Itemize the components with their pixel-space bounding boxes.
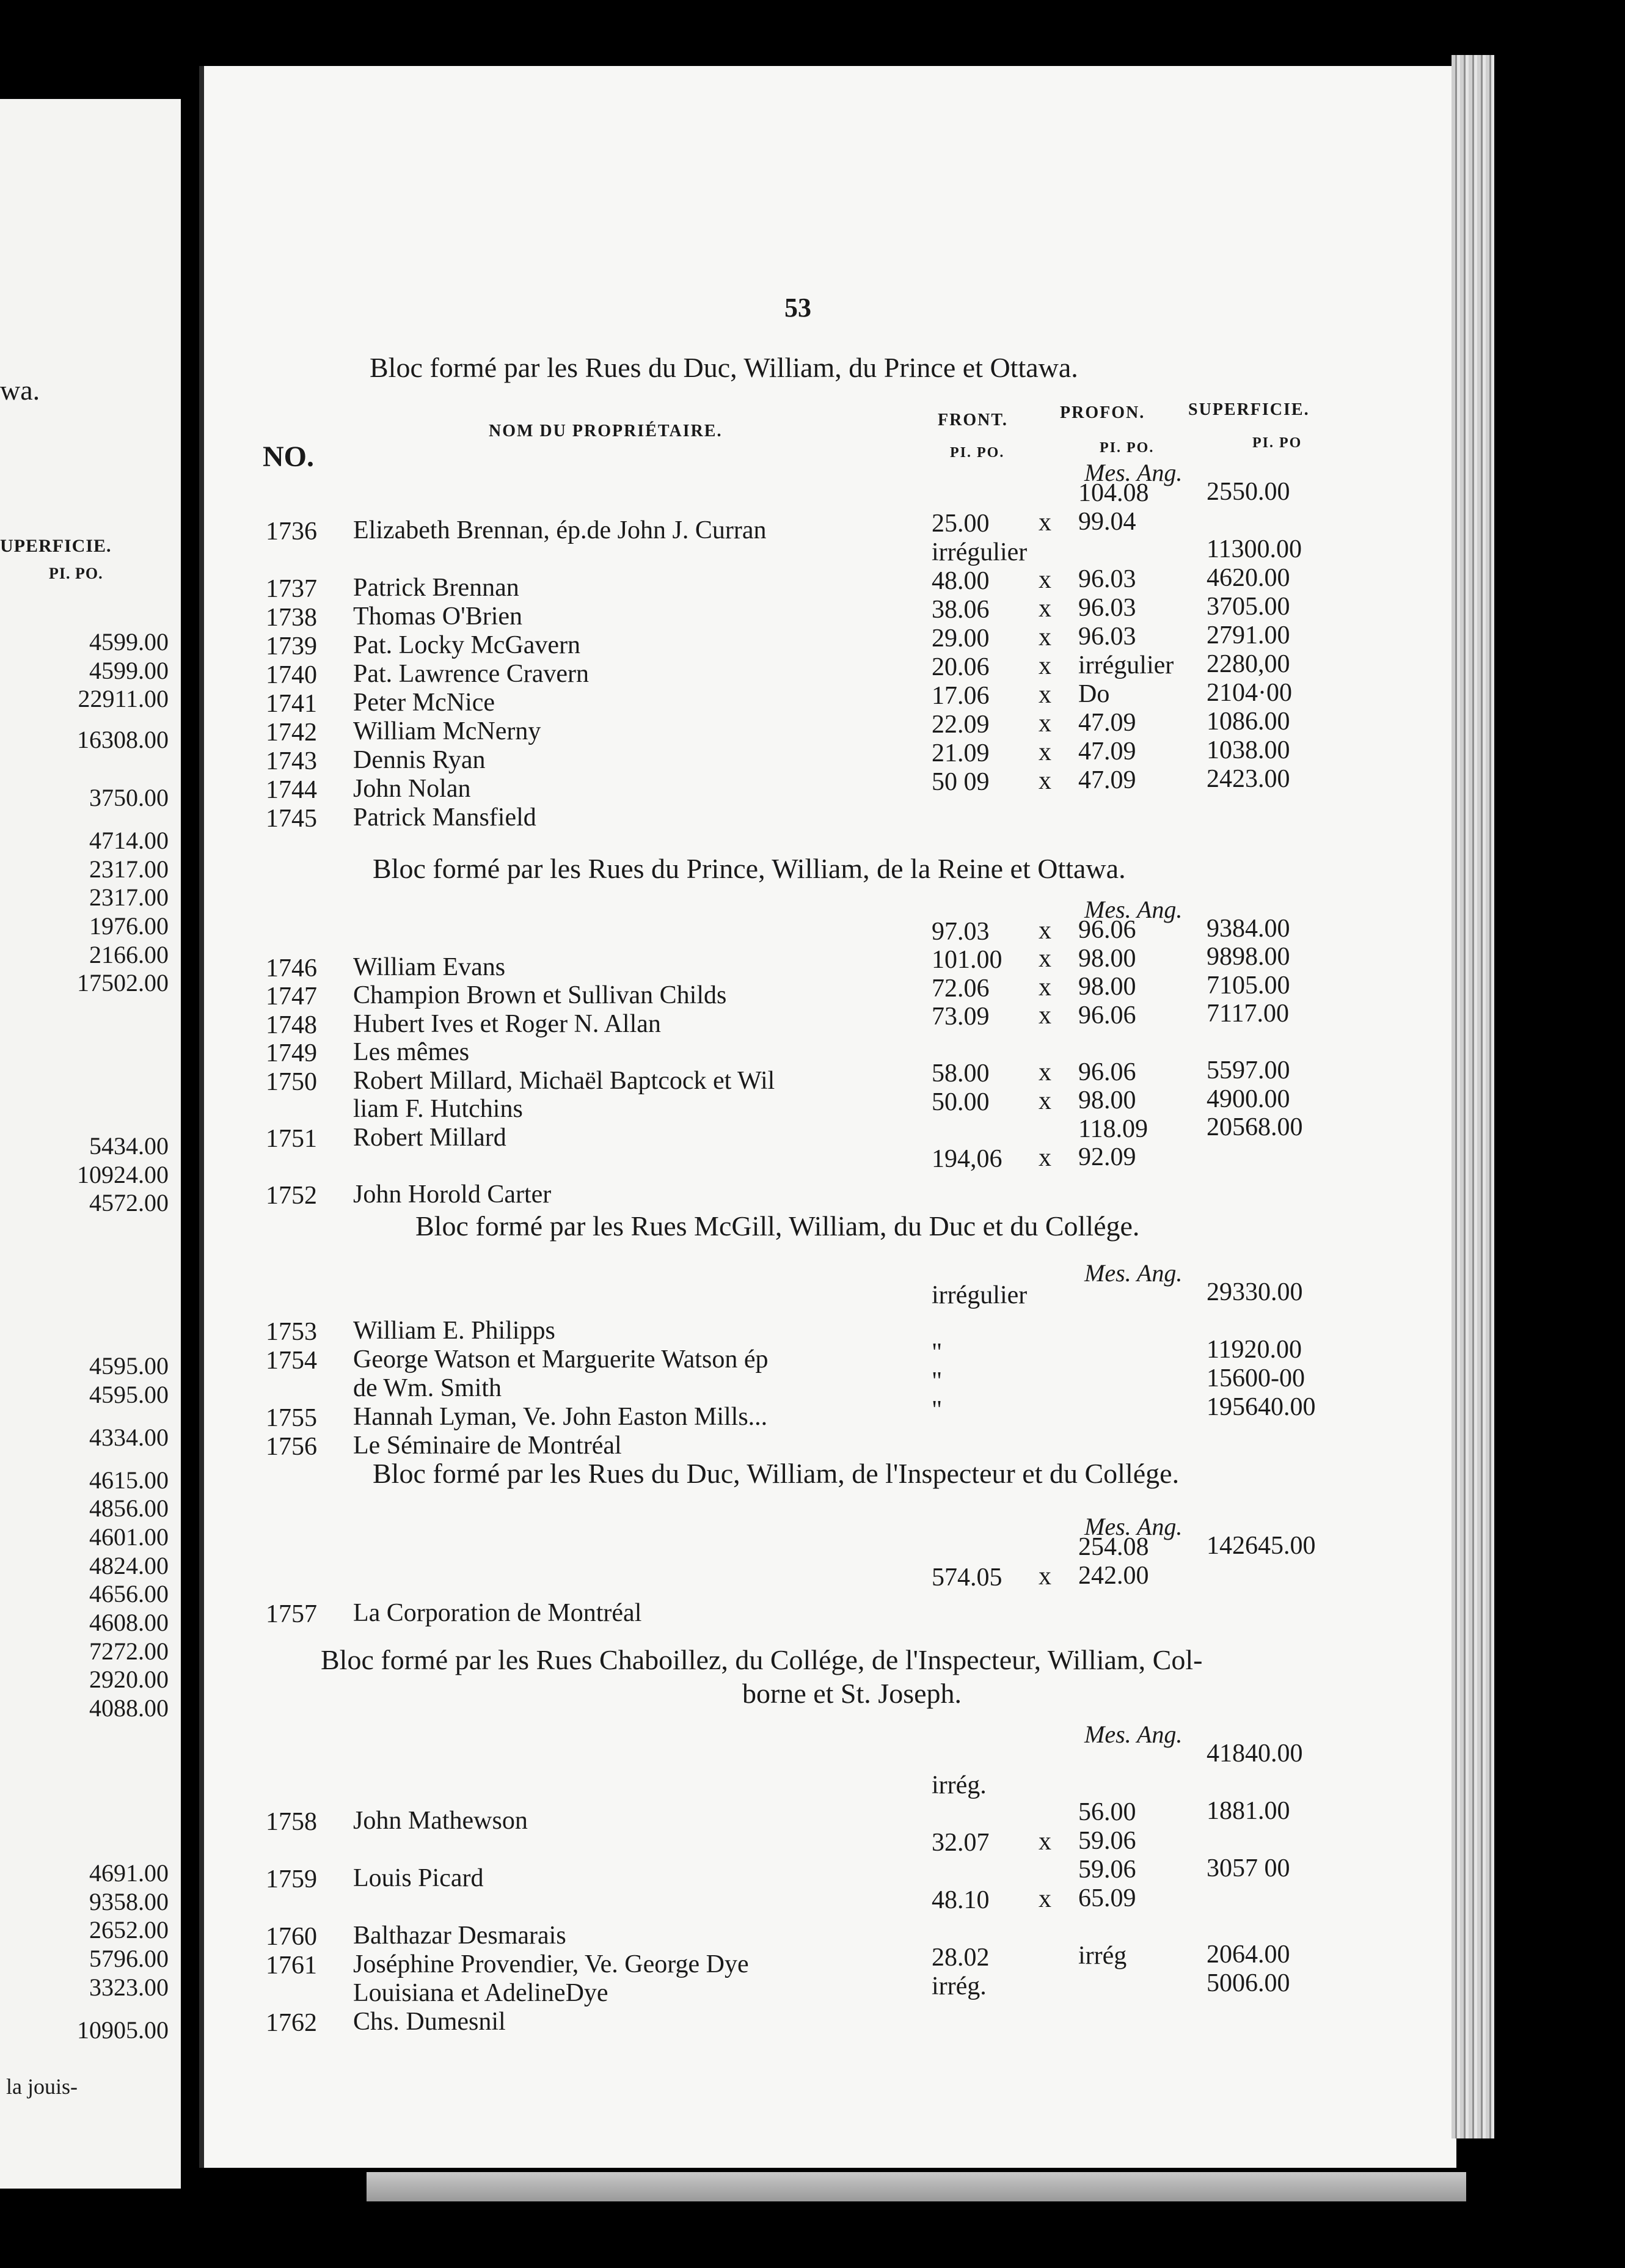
left-page-value: 1976.00 [89, 912, 169, 940]
front-value: 32.07 [932, 1828, 990, 1857]
owner-name: Balthazar Desmarais [353, 1922, 566, 1950]
entry-number: 1737 [266, 575, 317, 603]
entry-number: 1743 [266, 747, 317, 775]
entry-number: 1739 [266, 632, 317, 660]
depth-value: 96.06 [1078, 916, 1136, 945]
entry-number: 1753 [266, 1318, 317, 1346]
entry-number: 1738 [266, 604, 317, 632]
owner-name: Hubert Ives et Roger N. Allan [353, 1009, 661, 1038]
area-value: 11300.00 [1207, 535, 1302, 563]
left-page-value: 4656.00 [89, 1580, 169, 1608]
page-number: 53 [784, 293, 811, 323]
left-page-value: 4601.00 [89, 1523, 169, 1551]
times-sign: x [1039, 916, 1051, 945]
owner-name: Pat. Lawrence Cravern [353, 660, 589, 689]
area-value: 195640.00 [1207, 1392, 1316, 1421]
depth-value: 65.09 [1078, 1884, 1136, 1913]
owner-name: Elizabeth Brennan, ép.de John J. Curran [353, 516, 767, 545]
front-value: " [932, 1396, 943, 1424]
front-value: 48.00 [932, 566, 990, 595]
front-value: irrég. [932, 1972, 987, 2000]
depth-value: 96.06 [1078, 1001, 1136, 1030]
entry-number: 1740 [266, 661, 317, 689]
times-sign: x [1039, 766, 1051, 795]
depth-value: 47.09 [1078, 766, 1136, 795]
entry-number: 1736 [266, 518, 317, 546]
depth-value: 98.00 [1078, 1086, 1136, 1115]
depth-value: 96.06 [1078, 1058, 1136, 1086]
depth-value: 96.03 [1078, 623, 1136, 651]
area-value: 2280,00 [1207, 649, 1290, 678]
owner-name: de Wm. Smith [353, 1374, 502, 1403]
area-value: 15600-00 [1207, 1364, 1305, 1392]
times-sign: x [1039, 565, 1051, 594]
entry-number: 1758 [266, 1808, 317, 1836]
entry-number: 1759 [266, 1865, 317, 1893]
depth-value: 242.00 [1078, 1562, 1149, 1590]
front-value: irrég. [932, 1771, 987, 1799]
entry-number: 1742 [266, 719, 317, 747]
left-page-value: 4595.00 [89, 1381, 169, 1408]
depth-value: 99.04 [1078, 508, 1136, 536]
times-sign: x [1039, 594, 1051, 623]
area-value: 2550.00 [1207, 477, 1290, 506]
depth-value: 92.09 [1078, 1143, 1136, 1172]
front-value: " [932, 1367, 943, 1396]
area-value: 9384.00 [1207, 914, 1290, 943]
owner-name: William Evans [353, 953, 506, 981]
times-sign: x [1039, 1086, 1051, 1115]
front-value: 194,06 [932, 1144, 1002, 1173]
area-value: 142645.00 [1207, 1531, 1316, 1560]
left-page-value: 3750.00 [89, 784, 169, 811]
depth-value: 59.06 [1078, 1856, 1136, 1884]
left-page-value: 4714.00 [89, 827, 169, 854]
times-sign: x [1039, 737, 1051, 766]
entry-number: 1747 [266, 982, 317, 1011]
owner-name: John Mathewson [353, 1807, 528, 1835]
front-value: 29.00 [932, 624, 990, 653]
front-value: 50.00 [932, 1088, 990, 1116]
times-sign: x [1039, 680, 1051, 709]
mes-ang-label: Mes. Ang. [1084, 1513, 1183, 1540]
depth-value: 47.09 [1078, 737, 1136, 766]
entry-number: 1752 [266, 1181, 317, 1210]
times-sign: x [1039, 1143, 1051, 1172]
left-page-footer: la jouis- [6, 2074, 78, 2099]
entry-number: 1751 [266, 1124, 317, 1153]
left-page-value: 4856.00 [89, 1494, 169, 1522]
front-value: 101.00 [932, 946, 1002, 975]
area-value: 7105.00 [1207, 971, 1290, 1000]
entry-number: 1745 [266, 805, 317, 833]
owner-name: Pat. Locky McGavern [353, 631, 581, 660]
depth-value: irrég [1078, 1942, 1127, 1970]
area-value: 1038.00 [1207, 736, 1290, 764]
depth-value: 59.06 [1078, 1827, 1136, 1856]
depth-value: 104.08 [1078, 479, 1149, 508]
area-value: 1086.00 [1207, 707, 1290, 736]
entry-number: 1756 [266, 1433, 317, 1461]
left-page-value: 16308.00 [77, 726, 169, 753]
front-value: 97.03 [932, 917, 990, 946]
depth-value: 118.09 [1078, 1114, 1148, 1143]
front-value: 20.06 [932, 653, 990, 681]
area-value: 2791.00 [1207, 621, 1290, 649]
entry-number: 1755 [266, 1404, 317, 1432]
depth-value: 96.03 [1078, 594, 1136, 623]
left-page-value: 4595.00 [89, 1352, 169, 1380]
entry-number: 1748 [266, 1011, 317, 1039]
block-title: Bloc formé par les Rues du Duc, William, de l'Inspecteur et du Collége. [373, 1458, 1180, 1489]
depth-value: 47.09 [1078, 709, 1136, 737]
block-title: Bloc formé par les Rues McGill, William, du Duc et du Collége. [415, 1210, 1140, 1242]
left-page-value: 9358.00 [89, 1888, 169, 1915]
mes-ang-label: Mes. Ang. [1084, 459, 1183, 486]
front-value: irrégulier [932, 1281, 1028, 1309]
entry-number: 1746 [266, 954, 317, 982]
front-value: 22.09 [932, 710, 990, 739]
owner-name: John Nolan [353, 775, 471, 803]
area-value: 5597.00 [1207, 1056, 1290, 1085]
left-page-value: 10924.00 [77, 1161, 169, 1188]
front-value: irrégulier [932, 538, 1028, 566]
area-value: 3057 00 [1207, 1854, 1290, 1882]
left-page-value: 2166.00 [89, 941, 169, 968]
front-value: 17.06 [932, 681, 990, 710]
area-value: 4620.00 [1207, 563, 1290, 592]
owner-name: Patrick Brennan [353, 574, 519, 602]
area-value: 4900.00 [1207, 1085, 1290, 1113]
depth-value: 56.00 [1078, 1798, 1136, 1827]
area-value: 3705.00 [1207, 592, 1290, 621]
left-page-value: 4088.00 [89, 1694, 169, 1722]
front-value: 50 09 [932, 767, 990, 796]
left-page-value: 2652.00 [89, 1916, 169, 1944]
mes-ang-label: Mes. Ang. [1084, 1721, 1183, 1748]
owner-name: Louisiana et AdelineDye [353, 1979, 608, 2008]
block-title-continued: borne et St. Joseph. [742, 1678, 962, 1709]
area-value: 11920.00 [1207, 1335, 1302, 1364]
col-header-owner: NOM DU PROPRIÉTAIRE. [489, 422, 723, 441]
owner-name: William McNerny [353, 717, 541, 746]
entry-number: 1760 [266, 1923, 317, 1951]
times-sign: x [1039, 651, 1051, 680]
front-value: 25.00 [932, 509, 990, 538]
left-page-value: 2317.00 [89, 883, 169, 911]
left-page-value: 4691.00 [89, 1859, 169, 1887]
owner-name: Les mêmes [353, 1038, 470, 1067]
owner-name: Patrick Mansfield [353, 803, 536, 832]
times-sign: x [1039, 1884, 1051, 1913]
times-sign: x [1039, 1058, 1051, 1087]
left-page-value: 4334.00 [89, 1424, 169, 1451]
left-page-value: 5434.00 [89, 1132, 169, 1160]
block-title: Bloc formé par les Rues Chaboillez, du Collége, de l'Inspecteur, William, Col- [321, 1644, 1203, 1675]
front-value: 21.09 [932, 739, 990, 767]
left-page-value: 4608.00 [89, 1609, 169, 1636]
times-sign: x [1039, 1001, 1051, 1030]
area-value: 7117.00 [1207, 1000, 1289, 1028]
times-sign: x [1039, 945, 1051, 973]
page-edge [1452, 55, 1494, 2138]
left-page-value: 4599.00 [89, 657, 169, 684]
area-value: 2104·00 [1207, 678, 1292, 707]
times-sign: x [1039, 623, 1051, 651]
depth-value: Do [1078, 680, 1110, 709]
block-title: Bloc formé par les Rues du Duc, William, du Prince et Ottawa. [370, 352, 1078, 383]
left-page-header: UPERFICIE. [0, 536, 112, 556]
owner-name: Le Séminaire de Montréal [353, 1432, 622, 1460]
owner-name: John Horold Carter [353, 1180, 552, 1209]
depth-value: 254.08 [1078, 1533, 1149, 1562]
left-page-value: 2317.00 [89, 855, 169, 883]
depth-value: 98.00 [1078, 973, 1136, 1001]
owner-name: Thomas O'Brien [353, 602, 523, 631]
left-page-value: 17502.00 [77, 969, 169, 997]
area-value: 41840.00 [1207, 1739, 1303, 1768]
area-value: 1881.00 [1207, 1796, 1290, 1825]
left-page-value: 22911.00 [78, 685, 169, 712]
owner-name: Champion Brown et Sullivan Childs [353, 981, 727, 1010]
depth-value: irrégulier [1078, 651, 1174, 680]
area-value: 29330.00 [1207, 1278, 1303, 1306]
mes-ang-label: Mes. Ang. [1084, 1259, 1183, 1287]
owner-name: Peter McNice [353, 689, 495, 717]
col-header-superficie: SUPERFICIE. [1188, 400, 1310, 419]
left-page-title-fragment: wa. [0, 375, 40, 406]
left-page-value: 4615.00 [89, 1466, 169, 1494]
owner-name: Louis Picard [353, 1864, 484, 1893]
owner-name: Dennis Ryan [353, 746, 486, 775]
left-page-fragment [0, 99, 181, 2189]
entry-number: 1749 [266, 1039, 317, 1067]
left-page-value: 5796.00 [89, 1945, 169, 1972]
left-page-subheader: PI. PO. [49, 565, 103, 582]
owner-name: liam F. Hutchins [353, 1095, 523, 1124]
owner-name: George Watson et Marguerite Watson ép [353, 1345, 769, 1374]
front-value: 72.06 [932, 974, 990, 1003]
owner-name: Robert Millard [353, 1123, 506, 1152]
owner-name: Robert Millard, Michaël Baptcock et Wil [353, 1066, 775, 1095]
owner-name: William E. Philipps [353, 1317, 555, 1345]
area-value: 5006.00 [1207, 1969, 1290, 1997]
left-page-value: 4572.00 [89, 1189, 169, 1216]
times-sign: x [1039, 1562, 1051, 1590]
entry-number: 1757 [266, 1600, 317, 1628]
left-page-value: 4824.00 [89, 1552, 169, 1579]
owner-name: La Corporation de Montréal [353, 1599, 642, 1628]
area-value: 9898.00 [1207, 943, 1290, 971]
times-sign: x [1039, 709, 1051, 737]
left-page-value: 7272.00 [89, 1637, 169, 1665]
front-value: 48.10 [932, 1886, 990, 1914]
col-header-front: FRONT. [938, 411, 1008, 430]
entry-number: 1761 [266, 1952, 317, 1980]
col-header-no: NO. [263, 441, 314, 473]
area-value: 2423.00 [1207, 764, 1290, 793]
times-sign: x [1039, 1827, 1051, 1856]
times-sign: x [1039, 508, 1051, 536]
left-page-value: 3323.00 [89, 1974, 169, 2001]
left-page-value: 2920.00 [89, 1666, 169, 1693]
entry-number: 1741 [266, 690, 317, 718]
depth-value: 96.03 [1078, 565, 1136, 594]
block-title: Bloc formé par les Rues du Prince, William, de la Reine et Ottawa. [373, 853, 1126, 884]
owner-name: Chs. Dumesnil [353, 2008, 506, 2036]
front-value: 38.06 [932, 595, 990, 624]
front-value: 28.02 [932, 1943, 990, 1972]
front-value: 574.05 [932, 1563, 1002, 1592]
owner-name: Joséphine Provendier, Ve. George Dye [353, 1950, 749, 1979]
entry-number: 1762 [266, 2009, 317, 2037]
area-value: 2064.00 [1207, 1940, 1290, 1969]
entry-number: 1754 [266, 1347, 317, 1375]
entry-number: 1744 [266, 776, 317, 804]
front-value: 58.00 [932, 1059, 990, 1088]
left-page-value: 10905.00 [77, 2016, 169, 2044]
col-header-front-units: PI. PO. [950, 445, 1005, 461]
depth-value: 98.00 [1078, 944, 1136, 973]
front-value: 73.09 [932, 1003, 990, 1031]
owner-name: Hannah Lyman, Ve. John Easton Mills... [353, 1403, 768, 1432]
front-value: " [932, 1338, 943, 1367]
col-header-profon: PROFON. [1060, 403, 1145, 422]
col-header-sup-units: PI. PO [1252, 435, 1302, 451]
left-page-value: 4599.00 [89, 628, 169, 656]
col-header-profon-units: PI. PO. [1100, 440, 1155, 456]
times-sign: x [1039, 973, 1051, 1001]
bottom-edge [367, 2172, 1466, 2201]
area-value: 20568.00 [1207, 1113, 1303, 1142]
entry-number: 1750 [266, 1067, 317, 1096]
mes-ang-label: Mes. Ang. [1084, 896, 1183, 923]
